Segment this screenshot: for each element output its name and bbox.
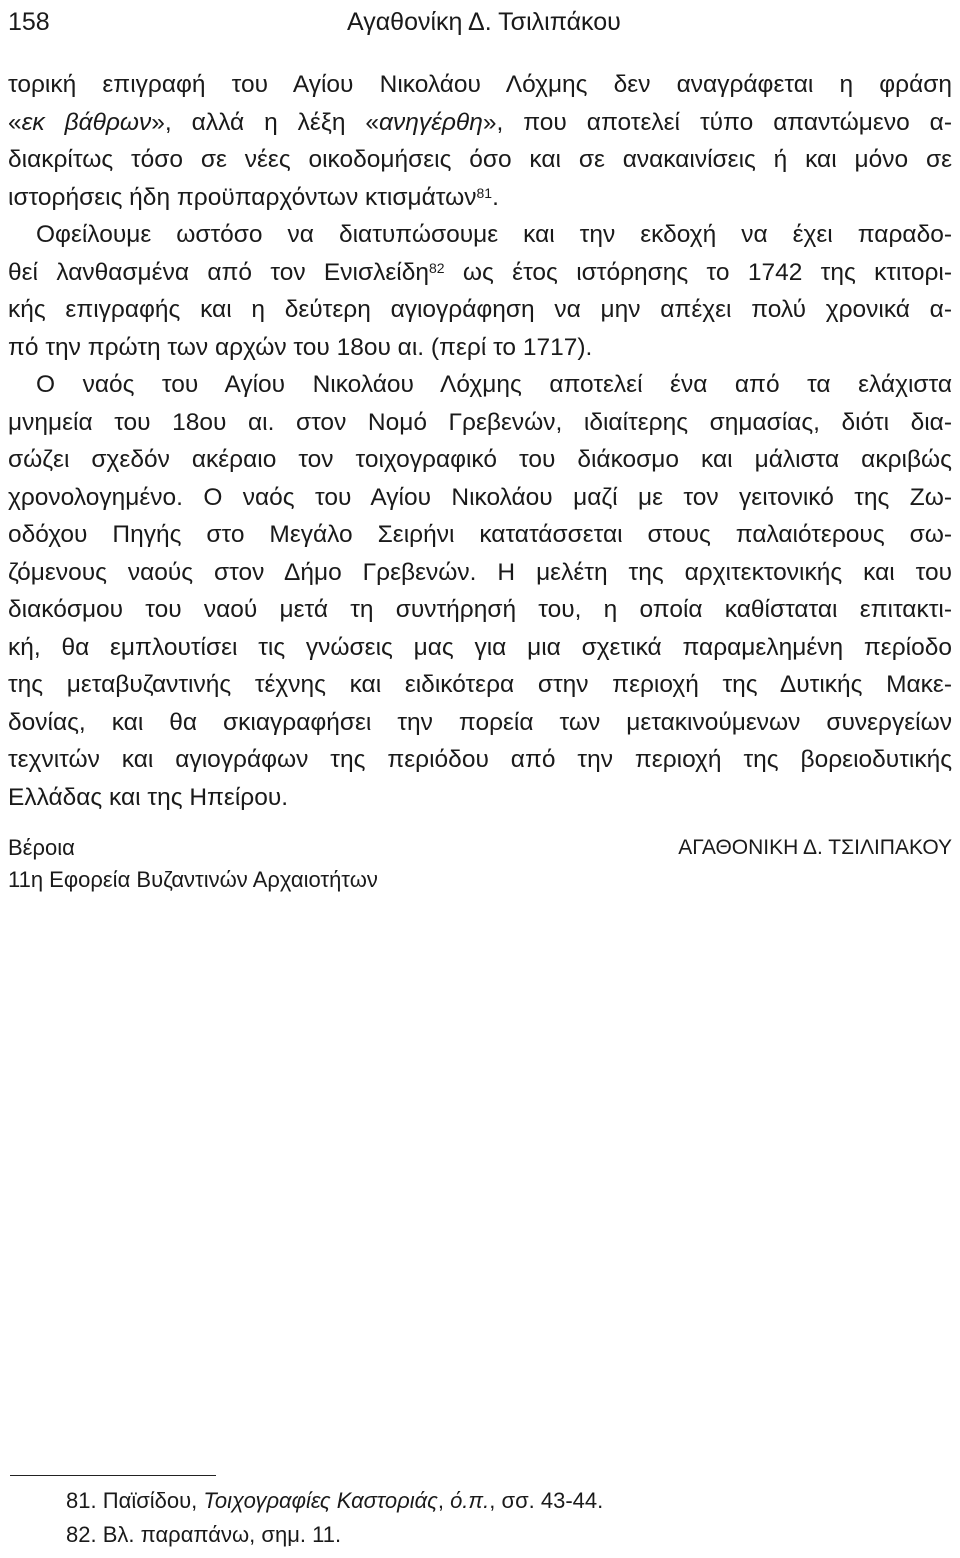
signature-institution: 11η Εφορεία Βυζαντινών Αρχαιοτήτων: [8, 867, 378, 892]
text-segment: .: [492, 183, 499, 211]
footnote-81: [66, 1484, 603, 1518]
body-line: [8, 216, 952, 254]
text-segment: Παϊσίδου,: [96, 1488, 204, 1513]
body-line: διακόσμου του ναού μετά τη συντήρησή του, η οποία καθίσταται επιτακτι-: [8, 596, 952, 623]
body-line: διακρίτως τόσο σε νέες οικοδομήσεις όσο και σε ανακαινίσεις ή και μόνο σε: [8, 146, 952, 173]
text-segment: Οφείλουμε ωστόσο να διατυπώσουμε και την εκδοχή να έχει παραδο-: [36, 221, 952, 248]
body-line: [8, 104, 952, 142]
running-title: Αγαθονίκη Δ. Τσιλιπάκου: [347, 8, 621, 36]
body-line: πό την πρώτη των αρχών του 18ου αι. (περί το 1717).: [8, 333, 593, 361]
footnotes: [66, 1484, 603, 1552]
italic-phrase: ανηγέρθη: [379, 108, 483, 136]
page-number: 158: [8, 8, 50, 36]
signature-author: ΑΓΑΘΟΝΙΚΗ Δ. ΤΣΙΛΙΠΑΚΟΥ: [678, 836, 952, 859]
text-segment: θεί λανθασμένα από τον Ενισλείδη: [8, 258, 429, 286]
body-line: μνημεία του 18ου αι. στον Νομό Γρεβενών, ιδιαίτερης σημασίας, διότι δια-: [8, 408, 952, 436]
body-line: τεχνιτών και αγιογράφων της περιόδου από την περιοχή της βορειοδυτικής: [8, 746, 952, 773]
body-line: [8, 179, 952, 217]
footnote-ref-81[interactable]: 81: [476, 184, 493, 201]
italic-phrase: Τοιχογραφίες Καστοριάς: [203, 1488, 438, 1513]
text-segment: », αλλά η λέξη «: [151, 108, 380, 136]
signature-place: Βέροια: [8, 835, 75, 860]
body-text: [8, 66, 952, 816]
body-line: Ελλάδας και της Ηπείρου.: [8, 783, 289, 811]
page-header: [8, 2, 952, 42]
body-line: κής επιγραφής και η δεύτερη αγιογράφηση να μην απέχει πολύ χρονικά α-: [8, 296, 952, 323]
text-segment: , σσ. 43-44.: [489, 1488, 604, 1513]
body-line: τορική επιγραφή του Αγίου Νικολάου Λόχμης δεν αναγράφεται η φράση: [8, 71, 952, 98]
signature-affiliation: [8, 832, 378, 896]
body-line: κή, θα εμπλουτίσει τις γνώσεις μας για μια σχετικά παραμελημένη περίοδο: [8, 633, 952, 661]
text-segment: », που αποτελεί τύπο απαντώμενο α-: [482, 108, 952, 136]
footnote-82: 82. Βλ. παραπάνω, σημ. 11.: [66, 1522, 342, 1547]
body-line: ζόμενους ναούς στον Δήμο Γρεβενών. Η μελέτη της αρχιτεκτονικής και του: [8, 558, 952, 586]
body-line: οδόχου Πηγής στο Μεγάλο Σειρήνι κατατάσσεται στους παλαιότερους σω-: [8, 521, 952, 548]
text-segment: ιστορήσεις ήδη προϋπαρχόντων κτισμάτων: [8, 183, 477, 211]
text-segment: «: [8, 108, 22, 136]
body-line: δονίας, και θα σκιαγραφήσει την πορεία των μετακινούμενων συνεργείων: [8, 708, 952, 736]
text-segment: Ο ναός του Αγίου Νικολάου Λόχμης αποτελεί ένα από τα ελάχιστα: [36, 371, 952, 398]
footnote-number: 81.: [66, 1488, 97, 1513]
italic-phrase: εκ βάθρων: [21, 108, 152, 136]
body-line: σώζει σχεδόν ακέραιο τον τοιχογραφικό του διάκοσμο και μάλιστα ακριβώς: [8, 446, 952, 473]
italic-phrase: ό.π.: [450, 1488, 490, 1513]
footnote-ref-82[interactable]: 82: [428, 259, 445, 276]
body-line: χρονολογημένο. Ο ναός του Αγίου Νικολάου μαζί με τον γειτονικό της Ζω-: [8, 483, 952, 511]
text-segment: ,: [437, 1488, 451, 1513]
body-line: [8, 366, 952, 404]
body-line: [8, 254, 952, 292]
text-segment: ως έτος ιστόρησης το 1742 της κτιτορι-: [444, 258, 952, 286]
footnote-separator: [10, 1475, 216, 1476]
body-line: της μεταβυζαντινής τέχνης και ειδικότερα στην περιοχή της Δυτικής Μακε-: [8, 671, 952, 698]
